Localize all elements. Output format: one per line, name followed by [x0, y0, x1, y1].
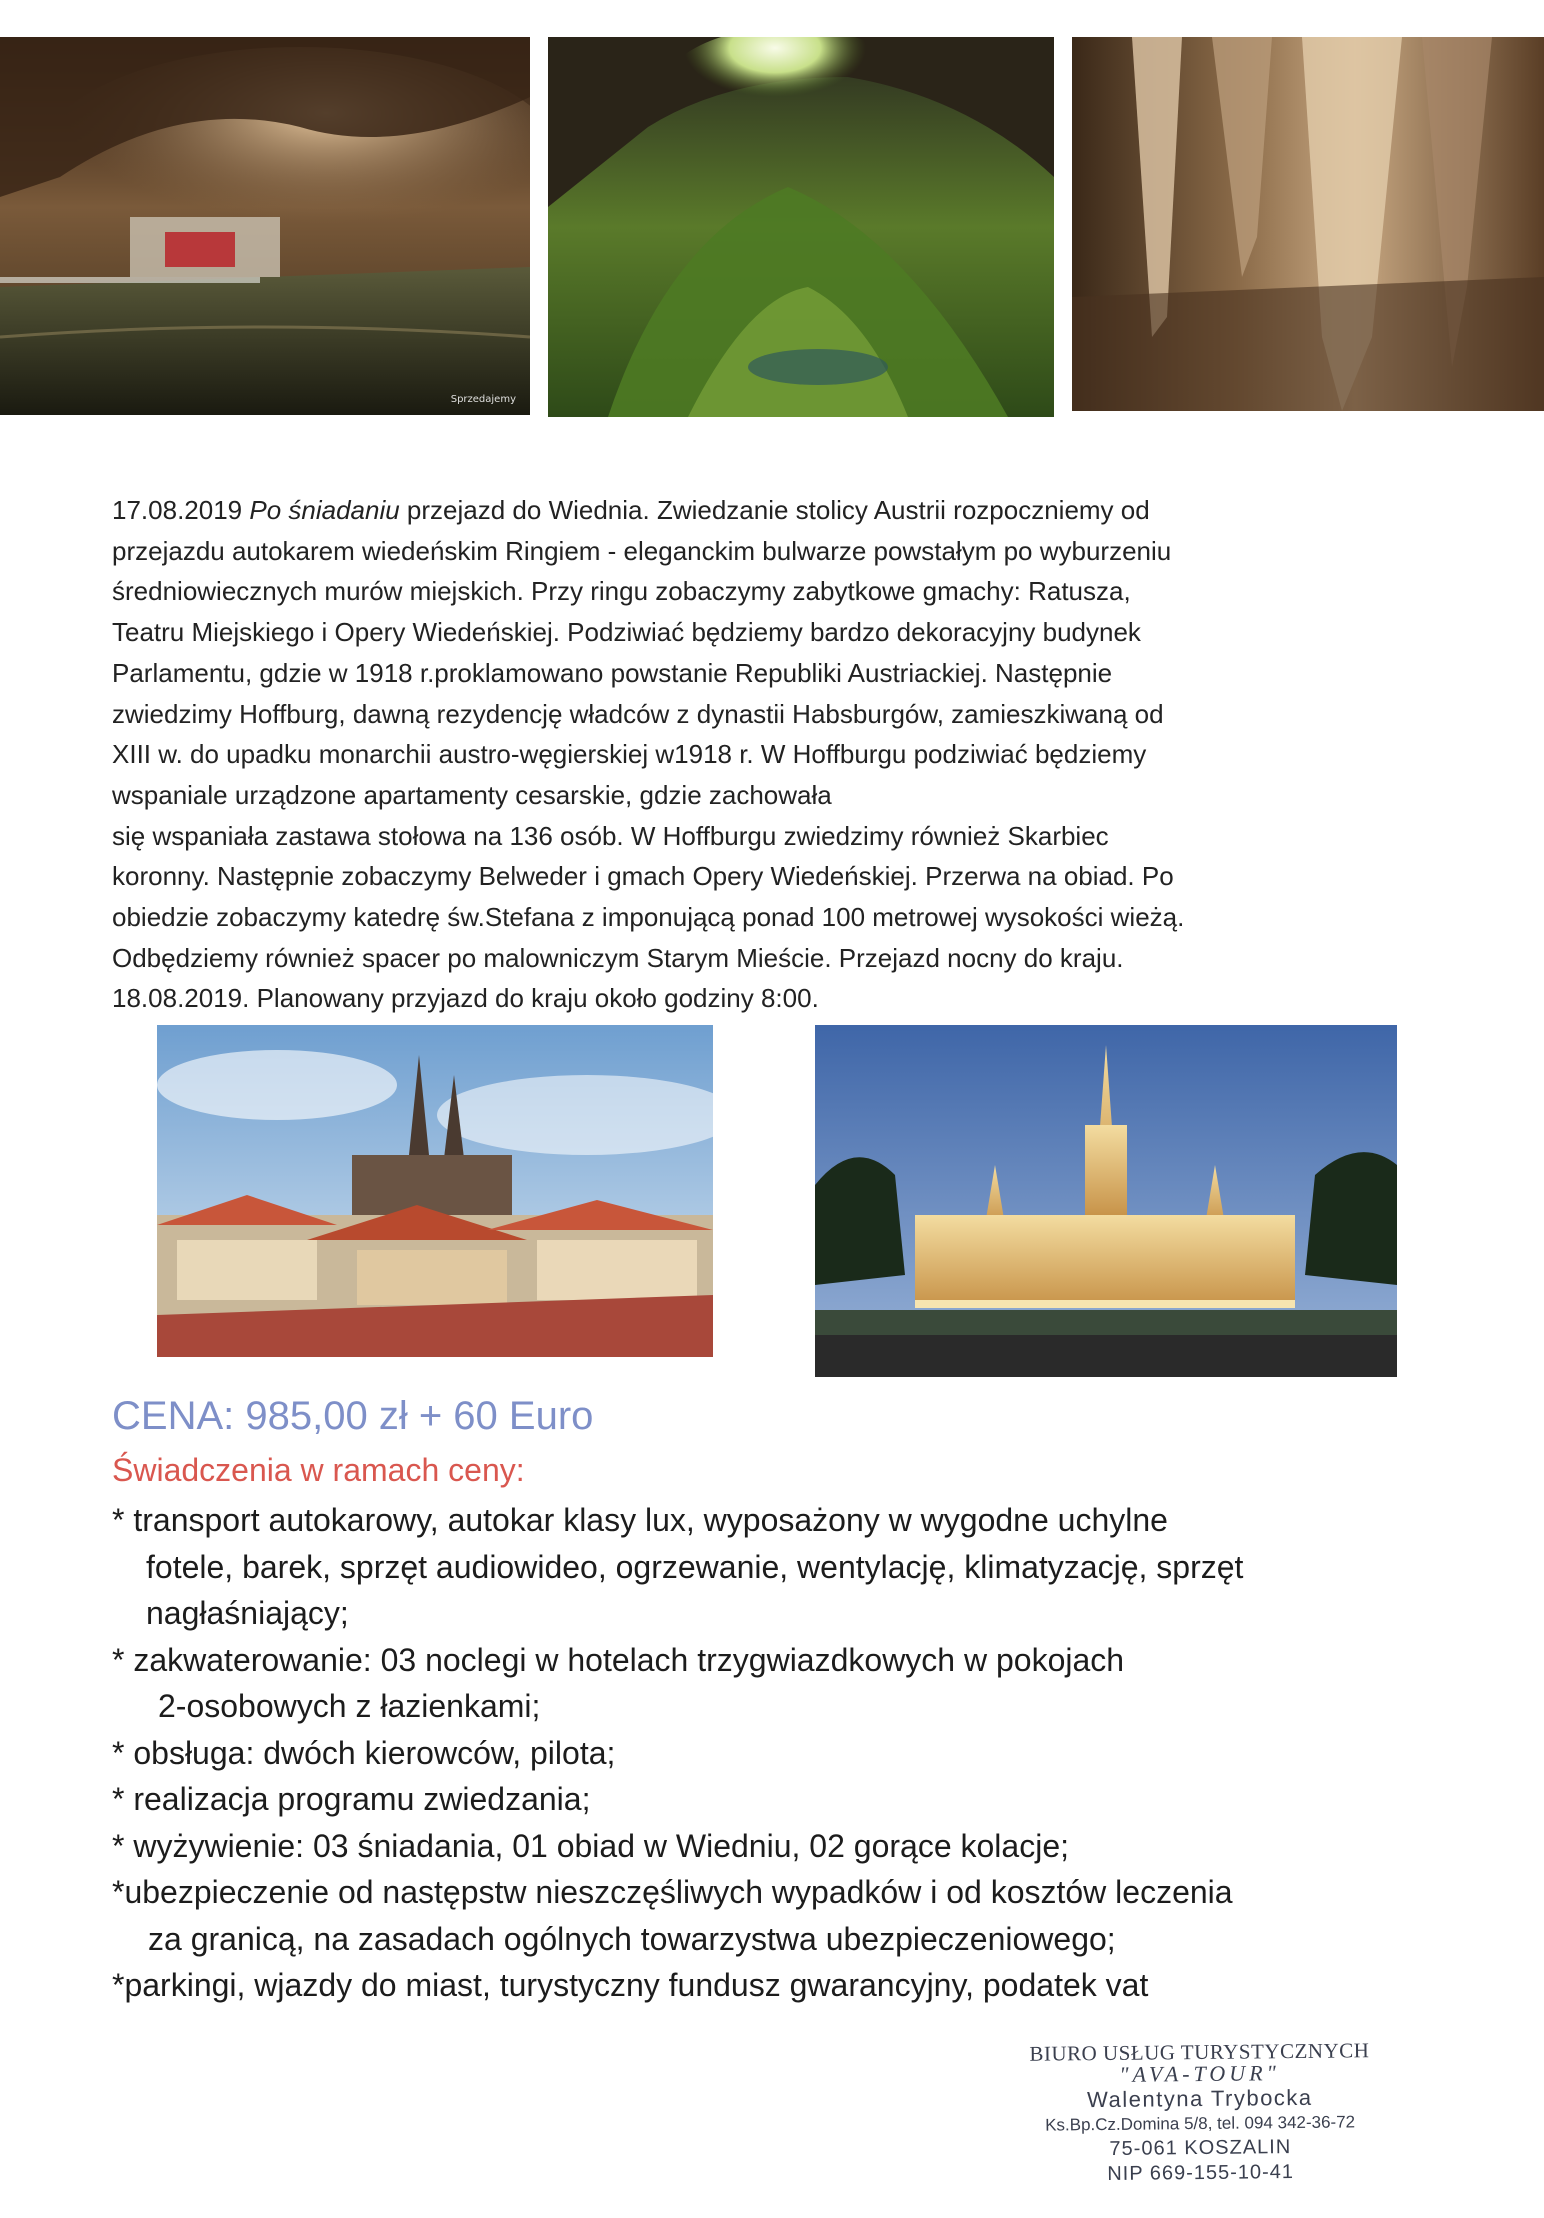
description-line: się wspaniała zastawa stołowa na 136 osób. W Hoffburgu zwiedzimy również Skarbiec [112, 820, 1109, 851]
list-item: * zakwaterowanie: 03 noclegi w hotelach trzygwiazdkowych w pokojach 2-osobowych z łazienkami; [112, 1641, 1125, 1724]
company-stamp [989, 2038, 1411, 2188]
list-item: * obsługa: dwóch kierowców, pilota; [112, 1734, 616, 1771]
included-services-heading: Świadczenia w ramach ceny: [112, 1452, 525, 1488]
itinerary-description [112, 490, 1352, 1019]
stalactite-cave-photo [1072, 37, 1544, 411]
stamp-tax-id: NIP 669-155-10-41 [1107, 2161, 1295, 2185]
photo-watermark: Sprzedajemy [450, 394, 516, 405]
price-heading: CENA: 985,00 zł + 60 Euro [112, 1394, 594, 1438]
description-line: średniowiecznych murów miejskich. Przy ringu zobaczymy zabytkowe gmachy: Ratusza, [112, 576, 1131, 607]
description-line: Teatru Miejskiego i Opery Wiedeńskiej. Podziwiać będziemy bardzo dekoracyjny budynek [112, 617, 1141, 648]
italic-phrase: Po śniadaniu [249, 495, 400, 525]
list-item: *parkingi, wjazdy do miast, turystyczny fundusz gwarancyjny, podatek vat [112, 1967, 1149, 2003]
description-line: 18.08.2019. Planowany przyjazd do kraju około godziny 8:00. [112, 983, 819, 1014]
list-item: *ubezpieczenie od następstw nieszczęśliwych wypadków i od kosztów leczenia za granicą, na zasadach ogólnych towarzystwa ubezpieczeniowego; [112, 1874, 1233, 1957]
abyss-chasm-photo [548, 37, 1054, 417]
vienna-city-hall-photo [815, 1025, 1397, 1377]
description-line: przejazdu autokarem wiedeńskim Ringiem - eleganckim bulwarze powstałym po wyburzeniu [112, 535, 1172, 566]
stamp-owner: Walentyna Trybocka [1086, 2084, 1313, 2113]
description-line: wspaniale urządzone apartamenty cesarskie, gdzie zachowała [112, 779, 832, 810]
cave-river-photo [0, 37, 530, 415]
description-line: koronny. Następnie zobaczymy Belweder i gmach Opery Wiedeńskiej. Przerwa na obiad. Po [112, 861, 1174, 892]
description-line: zwiedzimy Hoffburg, dawną rezydencję władców z dynastii Habsburgów, zamieszkiwaną od [112, 698, 1164, 729]
list-item: * realizacja programu zwiedzania; [112, 1781, 591, 1817]
stamp-address: Ks.Bp.Cz.Domina 5/8, tel. 094 342-36-72 [1045, 2112, 1356, 2135]
stamp-company-name: BIURO USŁUG TURYSTYCZNYCH [1029, 2038, 1370, 2066]
cathedral-city-photo [157, 1025, 713, 1357]
stamp-city: 75-061 KOSZALIN [1109, 2136, 1292, 2160]
stamp-brand: "AVA-TOUR" [1119, 2060, 1280, 2087]
included-services-list [112, 1497, 1412, 2009]
list-item: * wyżywienie: 03 śniadania, 01 obiad w Wiedniu, 02 gorące kolacje; [112, 1827, 1069, 1864]
description-line: XIII w. do upadku monarchii austro-węgierskiej w1918 r. W Hoffburgu podziwiać będziemy [112, 739, 1147, 770]
list-item: * transport autokarowy, autokar klasy lux, wyposażony w wygodne uchylne fotele, barek, sprzęt audiowideo, ogrzewanie, wentylację, klimatyzację, sprzęt nagłaśniający; [112, 1502, 1244, 1631]
description-line: Parlamentu, gdzie w 1918 r.proklamowano powstanie Republiki Austriackiej. Następnie [112, 657, 1113, 688]
description-line: obiedzie zobaczymy katedrę św.Stefana z imponującą ponad 100 metrowej wysokości wieżą. [112, 902, 1185, 933]
description-line: Odbędziemy również spacer po malowniczym Starym Mieście. Przejazd nocny do kraju. [112, 942, 1124, 973]
description-line-1: 17.08.2019 Po śniadaniu przejazd do Wiednia. Zwiedzanie stolicy Austrii rozpoczniemy od [112, 495, 1150, 525]
